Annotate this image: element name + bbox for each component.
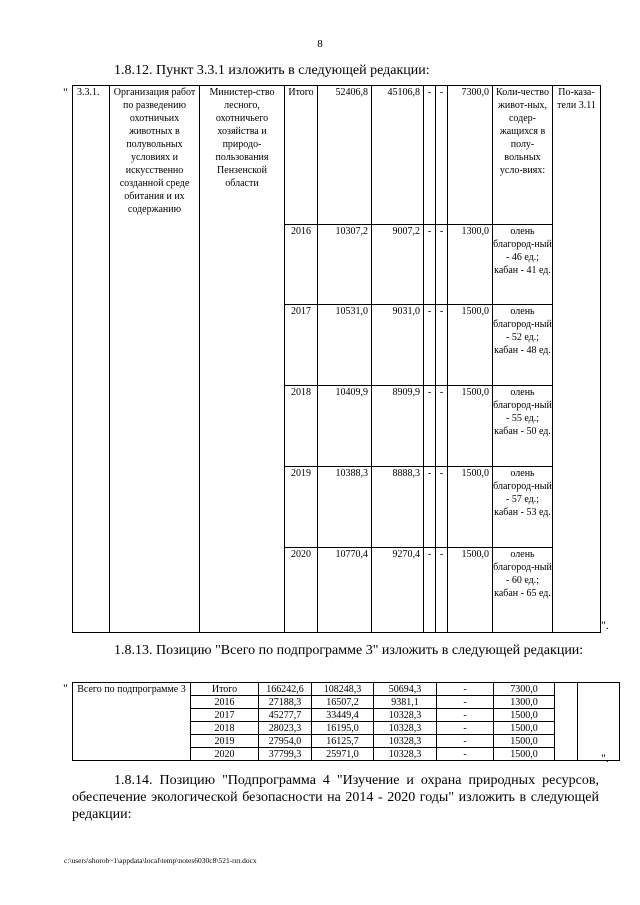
table1-close-quote: ".: [601, 618, 609, 632]
indicator-cell: [553, 386, 601, 467]
regional-budget-cell: 45106,8: [372, 86, 424, 225]
year-cell: 2017: [191, 709, 259, 722]
dash-cell: -: [437, 709, 494, 722]
total-cell: 166242,6: [259, 683, 312, 696]
year-cell: 2020: [285, 548, 318, 633]
year-cell: 2016: [191, 696, 259, 709]
other-sources-cell: 1500,0: [494, 709, 555, 722]
empty-cell: [555, 696, 578, 709]
indicator-cell: [553, 305, 601, 386]
dash-cell: -: [437, 696, 494, 709]
result-cell: олень благород-ный - 46 ед.; кабан - 41 ед.: [493, 225, 553, 305]
table-row: [73, 683, 620, 696]
year-cell: 2019: [285, 467, 318, 548]
dash-cell: -: [436, 386, 448, 467]
item-name-cell: Организация работ по разведению охотничьих животных в полувольных условиях и искусственно созданной среде обитания и их содержанию: [110, 86, 200, 633]
table-item-3-3-1: [72, 85, 601, 633]
dash-cell: -: [436, 548, 448, 633]
other-sources-cell: 1500,0: [494, 748, 555, 761]
regional-budget-cell: 9270,4: [372, 548, 424, 633]
page-number: 8: [317, 38, 323, 50]
paragraph-1-8-13: 1.8.13. Позицию "Всего по подпрограмме 3" изложить в следующей редакции:: [114, 643, 584, 658]
paragraph-1-8-14: 1.8.14. Позицию "Подпрограмма 4 "Изучение и охрана природных ресурсов, обеспечение экологической безопасности на 2014 - 2020 годы" изложить в следующей редакции:: [72, 773, 599, 822]
other-sources-cell: 1500,0: [494, 735, 555, 748]
dash-cell: -: [437, 683, 494, 696]
year-cell: Итого: [285, 86, 318, 225]
empty-cell: [578, 683, 620, 761]
total-cell: 37799,3: [259, 748, 312, 761]
other-sources-cell: 1300,0: [494, 696, 555, 709]
dash-cell: -: [437, 735, 494, 748]
federal-budget-cell: 10328,3: [374, 709, 437, 722]
total-cell: 10531,0: [318, 305, 372, 386]
table2-close-quote: ".: [601, 751, 609, 765]
total-cell: 28023,3: [259, 722, 312, 735]
empty-cell: [555, 709, 578, 722]
total-cell: 10388,3: [318, 467, 372, 548]
regional-budget-cell: 9007,2: [372, 225, 424, 305]
result-cell: олень благород-ный - 55 ед.; кабан - 50 ед.: [493, 386, 553, 467]
dash-cell: -: [437, 748, 494, 761]
result-cell: олень благород-ный - 52 ед.; кабан - 48 ед.: [493, 305, 553, 386]
empty-cell: [555, 683, 578, 696]
result-cell: олень благород-ный - 60 ед.; кабан - 65 ед.: [493, 548, 553, 633]
year-cell: Итого: [191, 683, 259, 696]
empty-cell: [555, 722, 578, 735]
other-sources-cell: 1300,0: [448, 225, 493, 305]
total-cell: 52406,8: [318, 86, 372, 225]
total-cell: 27188,3: [259, 696, 312, 709]
year-cell: 2017: [285, 305, 318, 386]
year-cell: 2018: [191, 722, 259, 735]
table1-open-quote: ": [63, 85, 68, 99]
other-sources-cell: 7300,0: [494, 683, 555, 696]
dash-cell: -: [424, 467, 436, 548]
dash-cell: -: [424, 86, 436, 225]
dash-cell: -: [424, 305, 436, 386]
regional-budget-cell: 16195,0: [312, 722, 374, 735]
total-cell: 45277,7: [259, 709, 312, 722]
other-sources-cell: 1500,0: [448, 548, 493, 633]
regional-budget-cell: 16507,2: [312, 696, 374, 709]
year-cell: 2020: [191, 748, 259, 761]
result-cell: олень благород-ный - 57 ед.; кабан - 53 ед.: [493, 467, 553, 548]
footer-file-path: c:\users\shorob~1\appdata\local\temp\notes6030c8\521-пп.docx: [64, 856, 257, 865]
indicator-cell: [553, 548, 601, 633]
regional-budget-cell: 9031,0: [372, 305, 424, 386]
federal-budget-cell: 10328,3: [374, 735, 437, 748]
total-cell: 10307,2: [318, 225, 372, 305]
federal-budget-cell: 10328,3: [374, 722, 437, 735]
subprogram-label-cell: Всего по подпрограмме 3: [73, 683, 191, 761]
other-sources-cell: 1500,0: [448, 386, 493, 467]
paragraph-1-8-12: 1.8.12. Пункт 3.3.1 изложить в следующей редакции:: [114, 63, 430, 78]
table2-open-quote: ": [63, 681, 68, 695]
total-cell: 27954,0: [259, 735, 312, 748]
dash-cell: -: [424, 548, 436, 633]
table-row: [73, 86, 601, 225]
dash-cell: -: [436, 225, 448, 305]
dash-cell: -: [436, 467, 448, 548]
regional-budget-cell: 108248,3: [312, 683, 374, 696]
table-subprogram-3-total: [72, 682, 620, 761]
total-cell: 10770,4: [318, 548, 372, 633]
result-cell: Коли-чество живот-ных, содер-жащихся в полу-вольных усло-виях:: [493, 86, 553, 225]
other-sources-cell: 7300,0: [448, 86, 493, 225]
other-sources-cell: 1500,0: [448, 467, 493, 548]
regional-budget-cell: 25971,0: [312, 748, 374, 761]
indicator-cell: [553, 225, 601, 305]
year-cell: 2018: [285, 386, 318, 467]
empty-cell: [555, 735, 578, 748]
indicator-cell: По-каза-тели 3.11: [553, 86, 601, 225]
other-sources-cell: 1500,0: [448, 305, 493, 386]
item-code-cell: 3.3.1.: [73, 86, 110, 633]
other-sources-cell: 1500,0: [494, 722, 555, 735]
executor-cell: Министер-ство лесного, охотничьего хозяйства и природо-пользования Пензенской области: [200, 86, 285, 633]
regional-budget-cell: 16125,7: [312, 735, 374, 748]
empty-cell: [555, 748, 578, 761]
federal-budget-cell: 9381,1: [374, 696, 437, 709]
dash-cell: -: [436, 86, 448, 225]
year-cell: 2019: [191, 735, 259, 748]
dash-cell: -: [424, 225, 436, 305]
year-cell: 2016: [285, 225, 318, 305]
federal-budget-cell: 50694,3: [374, 683, 437, 696]
indicator-cell: [553, 467, 601, 548]
regional-budget-cell: 8888,3: [372, 467, 424, 548]
total-cell: 10409,9: [318, 386, 372, 467]
federal-budget-cell: 10328,3: [374, 748, 437, 761]
dash-cell: -: [424, 386, 436, 467]
regional-budget-cell: 33449,4: [312, 709, 374, 722]
regional-budget-cell: 8909,9: [372, 386, 424, 467]
dash-cell: -: [436, 305, 448, 386]
dash-cell: -: [437, 722, 494, 735]
